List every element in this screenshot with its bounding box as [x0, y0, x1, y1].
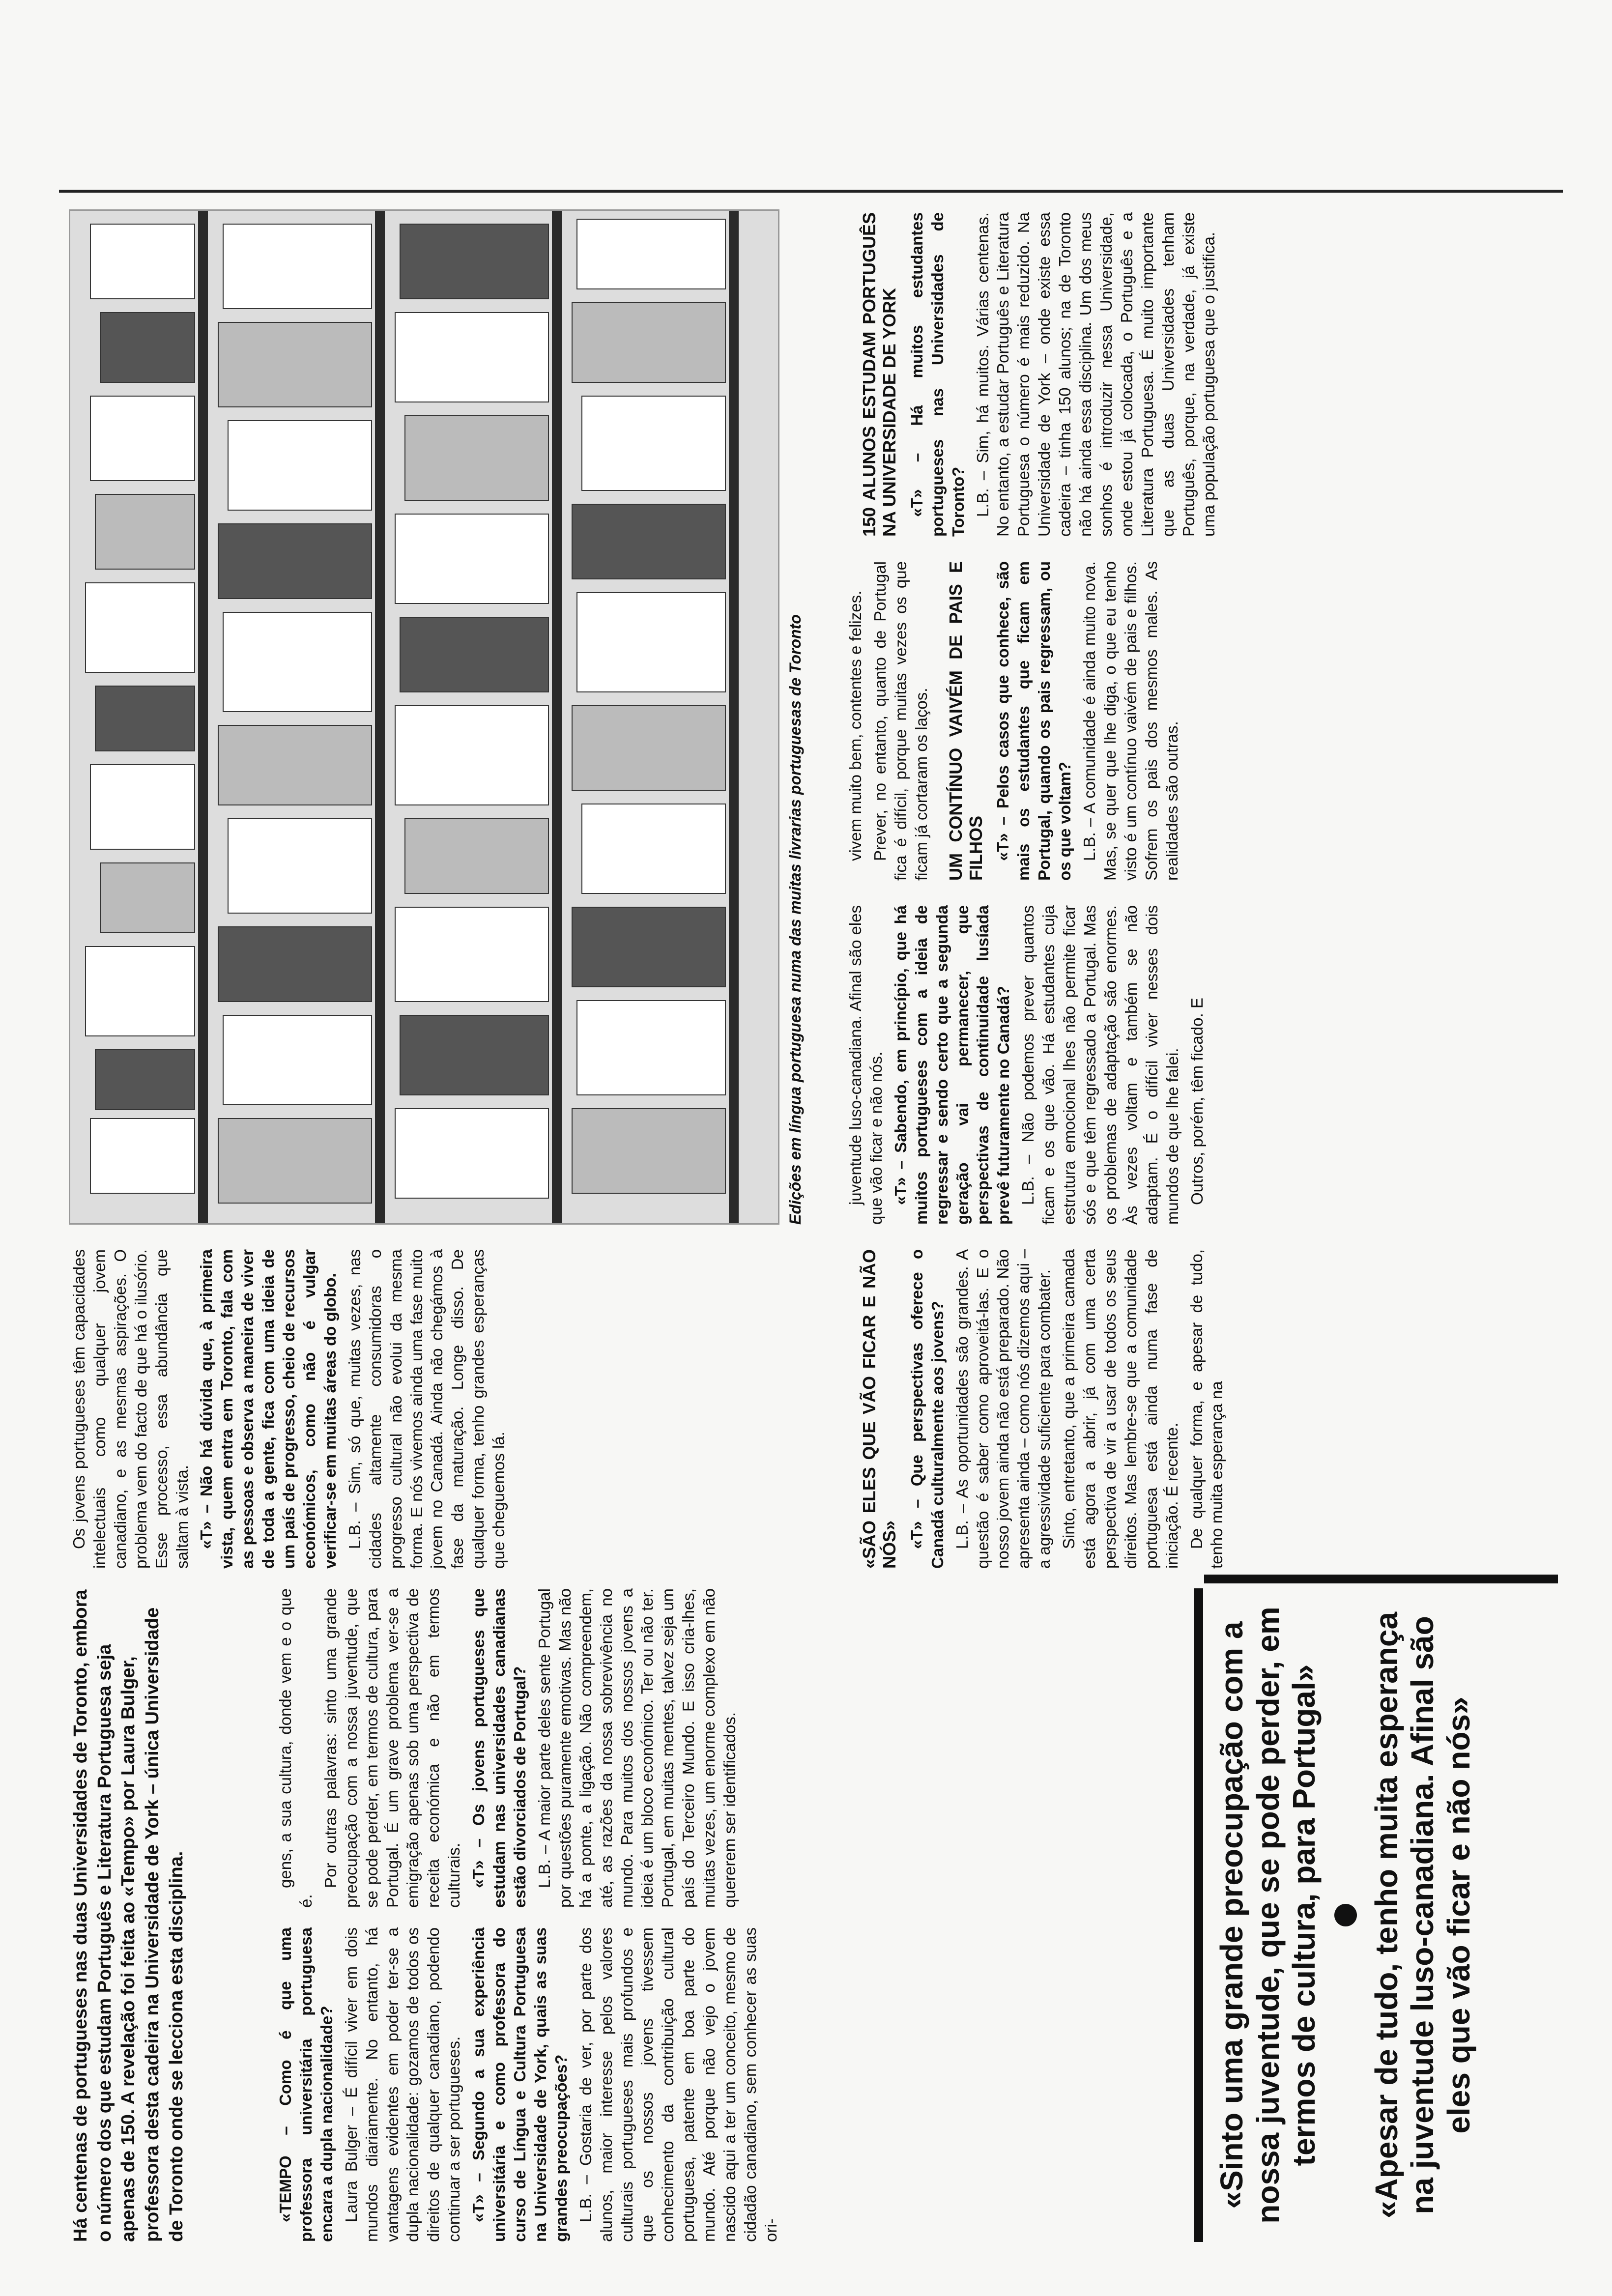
pullquote — [1214, 1593, 1477, 2237]
interview-answer: L.B. – Não podemos prever quantos ficam e os que vão. Há estudantes cuja estrutura emocional lhes não permite ficar sós e que têm regressado a Portugal. Mas os problemas de adaptação são enormes. Às vezes voltam e também se não adaptam. É o difícil viver nesses dois mundos de que lhe falei. — [1019, 905, 1181, 1225]
article-column-6 — [845, 212, 1553, 537]
interview-answer: L.B. – A maior parte deles sente Portugal por questões puramente emotivas. Mas não há a ponte, a ligação. Não compreendem, até, as razões da nossa sobrevivência no mundo. Para muitos dos nossos jovens a ideia é um bloco económico. Ter ou não ter. Portugal, em muitas mentes, talvez seja um país do Terceiro Mundo. E isso cria-lhes, muitas vezes, um enorme complexo em não quererem ser identificados. — [535, 1588, 739, 1908]
interview-answer: Laura Bulger – É difícil viver em dois mundos diariamente. No entanto, há vantagens evidentes em poder ter-se a dupla nacionalidade: gozamos de todos os direitos de qualquer canadiano, podendo continuar a ser portugueses. — [342, 1927, 463, 2242]
interview-answer: Outros, porém, têm ficado. E — [1187, 998, 1206, 1205]
interview-answer: Os jovens portugueses têm capacidades intelectuais como qualquer jovem canadiano, e as mesmas aspirações. O problema vem do facto de que há o ilusório. Esse processo, essa abundância que saltam à vista. — [70, 1249, 191, 1569]
interview-answer: Prever, no entanto, quanto de Portugal fica é difícil, porque muitas vezes os que ficam já cortaram os laços. — [870, 561, 930, 881]
interview-answer: juventude luso-canadiana. Afinal são eles que vão ficar e não nós. — [846, 905, 885, 1225]
interview-question: «T» – Não há dúvida que, à primeira vista, quem entra em Toronto, fala com as pessoas e observa a maneira de viver de toda a gente, fica com uma ideia de um país de progresso, cheio de recursos económicos, como não é vulgar verificar-se em muitas áreas do globo. — [197, 1249, 339, 1569]
interview-question: «T» – Sabendo, em princípio, que há muitos portugueses com a ideia de regressar e sendo certo que a segunda geração vai permanecer, que perspectivas de continuidade lusíada prevê futuramente no Canadá? — [891, 905, 1013, 1225]
interview-question: «T» – Os jovens portugueses que estudam nas universidades canadianas estão divorciados de Portugal? — [469, 1588, 529, 1908]
interview-answer: L.B. – As oportunidades são grandes. A questão é saber como aproveitá-las. E o nosso jovem ainda não está preparado. Não apresenta ainda – como nós dizemos aqui – a agressividade suficiente para combater. — [952, 1249, 1054, 1569]
interview-answer: Sinto, entretanto, que a primeira camada está agora a abrir, já com uma certa perspectiva de vir a usar de todos os seus direitos. Mas lembre-se que a comunidade portuguesa está ainda numa fase de iniciação. É recente. — [1060, 1249, 1181, 1569]
section-heading: 150 ALUNOS ESTUDAM PORTUGUÊS NA UNIVERSIDADE DE YORK — [859, 212, 900, 537]
interview-question: «T» – Que perspectivas oferece o Canadá culturalmente aos jovens? — [907, 1249, 947, 1569]
article-column-1 — [275, 1927, 1184, 2242]
interview-question: «T» – Pelos casos que conhece, são mais os estudantes que ficam em Portugal, quando os pais regressam, ou os que voltam? — [994, 561, 1074, 881]
article-column-4 — [845, 905, 1553, 1225]
pullquote-2: «Apesar de tudo, tenho muita esperança na juventude luso-canadiana. Afinal são eles que vão ficar e não nós» — [1368, 1611, 1476, 2219]
bookshelf-photo — [69, 209, 779, 1225]
right-margin-rule — [59, 190, 1563, 193]
interview-answer: gens, a sua cultura, donde vem e o que é. — [276, 1588, 315, 1908]
pullquote-1: «Sinto uma grande preocupação com a nossa juventude, que se pode perder, em termos de cultura, para Portugal» — [1214, 1607, 1322, 2224]
interview-answer: Por outras palavras: sinto uma grande preocupação com a nossa juventude, que se pode perder, em termos de cultura, para Portugal. É um grave problema ver-se a emigração apenas sob uma perspectiva de receita económica e não em termos culturais. — [321, 1588, 463, 1908]
article-column-2 — [275, 1588, 1184, 1908]
pullquote-side-rule — [1204, 1575, 1558, 1583]
article-column-3 — [69, 1249, 806, 1569]
section-heading: UM CONTÍNUO VAIVÉM DE PAIS E FILHOS — [945, 561, 986, 881]
interview-question: «TEMPO – Como é que uma professora universitária portuguesa encara a dupla nacionalidade? — [276, 1927, 336, 2242]
interview-answer: De qualquer forma, e apesar de tudo, tenho muita esperança na — [1187, 1249, 1226, 1569]
interview-answer: vivem muito bem, contentes e felizes. — [846, 590, 864, 861]
interview-answer: L.B. – Gostaria de ver, por parte dos alunos, maior interesse pelos valores culturais portugueses mais profundos e que os nossos jovens tivessem conhecimento da contribuição cultural portuguesa, patente em boa parte do mundo. Até porque não vejo o jovem nascido aqui a ter um conceito, mesmo de cidadão canadiano, sem conhecer as suas ori- — [576, 1927, 780, 2242]
pullquote-top-rule — [1194, 1588, 1203, 2242]
interview-question: «T» – Há muitos estudantes portugueses nas Universidades de Toronto? — [907, 212, 967, 537]
interview-answer: L.B. – Sim, só que, muitas vezes, nas cidades altamente consumidoras o progresso cultural não evolui da mesma forma. E nós vivemos ainda uma fase muito jovem no Canadá. Ainda não chegámos à fase da maturação. Longe disso. De qualquer forma, tenho grandes esperanças que cheguemos lá. — [345, 1249, 508, 1569]
lead-paragraph: Há centenas de portugueses nas duas Universidades de Toronto, embora o número dos que estudam Português e Literatura Portuguesa seja apenas de 150. A revelação foi feita ao «Tempo» por Laura Bulger, professora desta cadeira na Universidade de York – única Universidade de Toronto onde se lecciona esta disciplina. — [70, 1589, 187, 2242]
interview-answer: L.B. – Sim, há muitos. Várias centenas. No entanto, a estudar Português e Literatura Portuguesa o número é mais reduzido. Na Universidade de York – onde existe essa cadeira – tinha 150 alunos; na de Toronto não há ainda essa disciplina. Um dos meus sonhos é introduzir nessa Universidade, onde estou já colocada, o Português e a Literatura Portuguesa. É muito importante que as duas Universidades tenham Português, porque, na verdade, já existe uma população portuguesa que o justifica. — [973, 212, 1218, 537]
bullet-dot-icon — [1334, 1904, 1357, 1926]
interview-question: «T» – Segundo a sua experiência universitária e como professora do curso de Língua e Cultura Portuguesa na Universidade de York, quais as suas grandes preocupações? — [469, 1927, 570, 2242]
photo-caption: Edições em língua portuguesa numa das muitas livrarias portuguesas de Toronto — [786, 614, 804, 1225]
article-column-3b — [845, 1249, 1553, 1569]
interview-answer: L.B. – A comunidade é ainda muito nova. Mas, se quer que lhe diga, o que eu tenho visto é um contínuo vaivém de pais e filhos. Sofrem os pais dos mesmos males. As realidades são outras. — [1080, 561, 1181, 881]
section-heading: «SÃO ELES QUE VÃO FICAR E NÃO NÓS» — [859, 1249, 900, 1569]
article-column-5 — [845, 561, 1553, 881]
